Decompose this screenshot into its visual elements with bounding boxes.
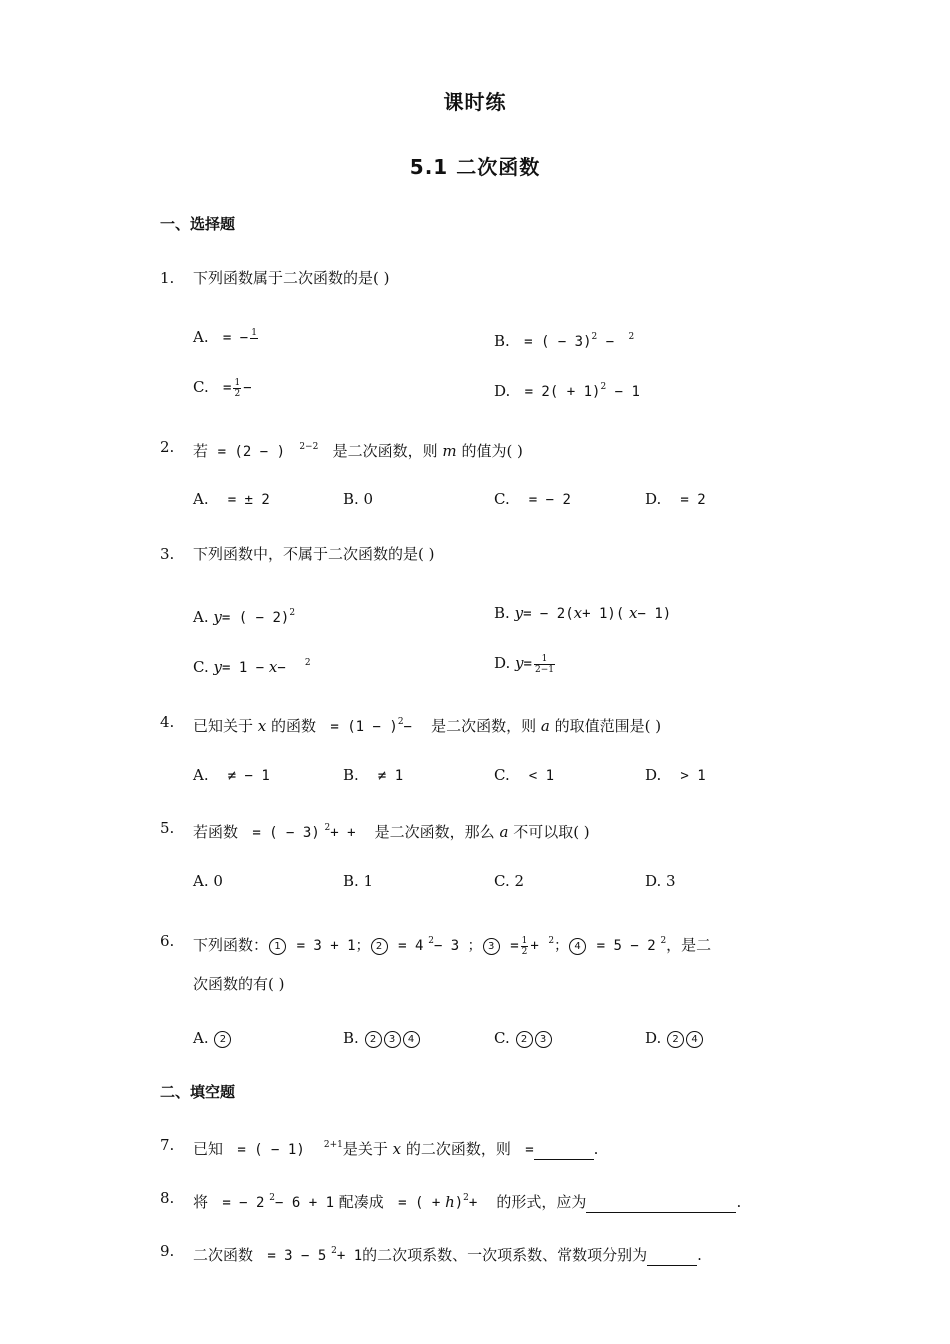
q2-option-a: A. = ± 2	[193, 490, 270, 508]
q6-option-b: B. 2 3 4	[343, 1028, 421, 1048]
q3-option-a: A. y= ( − 2)$^2$	[193, 608, 296, 626]
q9-answer-blank[interactable]	[647, 1249, 697, 1266]
q7-answer-blank[interactable]	[534, 1143, 594, 1160]
q4-option-c: C. < 1	[494, 766, 555, 784]
q3-stem: 下列函数中，不属于二次函数的是( )	[193, 545, 435, 563]
circled-3: 3	[483, 938, 500, 955]
q5-option-a: A. 0	[193, 872, 223, 890]
q2-option-b: B. 0	[343, 490, 374, 508]
circled-2: 2	[371, 938, 388, 955]
q1-stem: 下列函数属于二次函数的是( )	[193, 269, 390, 287]
q5-option-d: D. 3	[645, 872, 676, 890]
q1-number: 1.	[160, 269, 175, 287]
circled-1: 1	[269, 938, 286, 955]
q4-number: 4.	[160, 713, 175, 731]
section-fill: 二、填空题	[160, 1083, 236, 1101]
q8-number: 8.	[160, 1189, 175, 1207]
q5-number: 5.	[160, 819, 175, 837]
q5-option-c: C. 2	[494, 872, 525, 890]
circled-4: 4	[569, 938, 586, 955]
q6-stem: 下列函数： 1 = 3 + 1； 2 = 4 $^2$− 3 ； 3 = $\frac{1}{2}$ + $^2$； 4 = 5 − 2 $^2$，是二	[193, 935, 712, 957]
q1-option-a: A. = − 1	[193, 327, 257, 346]
q8-stem: 将 = − 2 $^2$− 6 + 1 配凑成 = ( + h)$^2$+ 的形式，应为 .	[193, 1193, 742, 1211]
q2-option-c: C. = − 2	[494, 490, 571, 508]
q6-stem-cont: 次函数的有( )	[193, 975, 285, 993]
q3-number: 3.	[160, 545, 175, 563]
q6-option-c: C. 2 3	[494, 1028, 553, 1048]
q4-stem: 已知关于 x 的函数 = $(1 - )^2-$ 是二次函数，则 a 的取值范围是( )	[193, 717, 662, 735]
q7-stem: 已知 = ( − 1) $^{2+1}$是关于 x 的二次函数，则 = .	[193, 1140, 599, 1158]
page-subtitle: 5.1 二次函数	[409, 155, 541, 179]
q5-stem: 若函数 = ( − 3) $^2$+ + 是二次函数，那么 a 不可以取( )	[193, 823, 590, 841]
q3-option-d: D. y= $\frac{1}{2-1}$	[494, 653, 554, 675]
q8-answer-blank[interactable]	[586, 1196, 736, 1213]
q7-number: 7.	[160, 1136, 175, 1154]
q1-option-d: D. = $2( + 1)^2 - 1$	[494, 382, 640, 400]
q3-option-c: C. y= 1 − x− $^2$	[193, 658, 311, 676]
q5-option-b: B. 1	[343, 872, 374, 890]
q1-option-c: C. = $\frac{1}{2}$ −	[193, 377, 252, 399]
q9-stem: 二次函数 = 3 − 5 $^2$+ 1的二次项系数、一次项系数、常数项分别为 .	[193, 1246, 702, 1264]
q2-number: 2.	[160, 438, 175, 456]
page-title: 课时练	[443, 90, 507, 114]
q6-option-d: D. 2 4	[645, 1028, 704, 1048]
q6-option-a: A. 2	[193, 1028, 232, 1048]
q6-number: 6.	[160, 932, 175, 950]
q4-option-b: B. ≠ 1	[343, 766, 404, 784]
q4-option-d: D. > 1	[645, 766, 706, 784]
q2-option-d: D. = 2	[645, 490, 706, 508]
q4-option-a: A. ≠ − 1	[193, 766, 270, 784]
q2-stem: 若 = (2 − ) $^{2-2}$ 是二次函数，则 m 的值为( )	[193, 442, 523, 460]
q9-number: 9.	[160, 1242, 175, 1260]
q1-option-b: B. = ( − 3)$^2$ − $^2$	[494, 332, 635, 350]
section-choice: 一、选择题	[160, 215, 236, 233]
q3-option-b: B. y= − 2(x+ 1)( x− 1)	[494, 604, 672, 622]
